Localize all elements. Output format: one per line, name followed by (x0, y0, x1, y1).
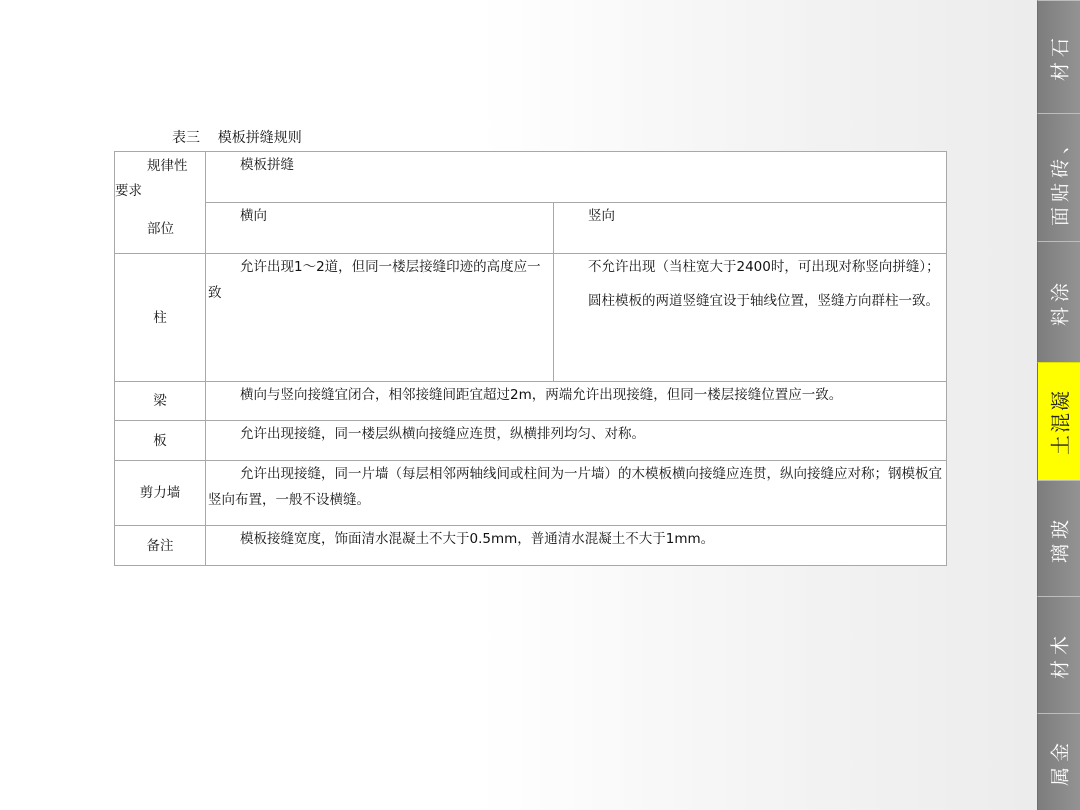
nav-tab-label: 璃玻 (1049, 514, 1072, 563)
row-part-label: 备注 (115, 526, 206, 566)
row-text: 模板接缝宽度，饰面清水混凝土不大于0.5mm，普通清水混凝土不大于1mm。 (240, 531, 715, 547)
nav-tab-stone[interactable] (1037, 0, 1080, 113)
nav-tab-label: 材木 (1049, 630, 1072, 680)
row-horizontal-cell (206, 254, 554, 382)
header-group-label: 模板拼缝 (240, 157, 294, 173)
row-horizontal-text: 允许出现1～2道，但同一楼层接缝印迹的高度应一致 (208, 259, 541, 301)
nav-tab-coating[interactable] (1037, 241, 1080, 362)
table-row (115, 254, 947, 382)
row-text: 允许出现接缝，同一楼层纵横向接缝应连贯，纵横排列均匀、对称。 (240, 426, 645, 442)
header-requirement-part-cell (115, 152, 206, 254)
row-text-cell (206, 382, 947, 421)
row-text-cell (206, 461, 947, 526)
nav-tab-concrete[interactable] (1037, 362, 1080, 480)
nav-tab-label: 材石 (1049, 32, 1072, 82)
header-requirement-label-cont: 要求 (115, 183, 142, 199)
row-text-cell (206, 421, 947, 461)
header-horizontal-cell (206, 203, 554, 254)
formwork-joint-rules-table (114, 151, 947, 566)
row-vertical-cell (554, 254, 947, 382)
header-vertical-label: 竖向 (588, 208, 615, 224)
nav-tab-label: 土混凝 (1048, 388, 1073, 455)
material-category-sidebar (1037, 0, 1080, 810)
nav-tab-facing-tile[interactable] (1037, 113, 1080, 241)
table-caption: 表三 模板拼缝规则 (172, 130, 302, 146)
row-part-label: 梁 (115, 382, 206, 421)
header-horizontal-label: 横向 (240, 208, 267, 224)
row-part-label: 板 (115, 421, 206, 461)
table-row (115, 382, 947, 421)
header-requirement-label: 规律性 (147, 158, 188, 174)
header-part-label: 部位 (147, 221, 174, 237)
nav-tab-wood[interactable] (1037, 596, 1080, 713)
row-text: 横向与竖向接缝宜闭合，相邻接缝间距宜超过2m，两端允许出现接缝，但同一楼层接缝位置应一致。 (240, 387, 843, 403)
row-text: 允许出现接缝，同一片墙（每层相邻两轴线间或柱间为一片墙）的木模板横向接缝应连贯，纵向接缝应对称；钢模板宜竖向布置，一般不设横缝。 (208, 466, 942, 508)
nav-tab-glass[interactable] (1037, 480, 1080, 596)
nav-tab-metal[interactable] (1037, 713, 1080, 810)
row-part-label: 柱 (115, 254, 206, 382)
nav-tab-label: 面贴砖、 (1049, 129, 1072, 226)
row-part-label: 剪力墙 (115, 461, 206, 526)
nav-tab-label: 料涂 (1049, 277, 1072, 327)
table-row (115, 526, 947, 566)
table-row (115, 421, 947, 461)
row-vertical-text-1: 不允许出现（当柱宽大于2400时，可出现对称竖向拼缝）； (588, 259, 940, 275)
row-vertical-text-2: 圆柱模板的两道竖缝宜设于轴线位置，竖缝方向群柱一致。 (588, 293, 939, 309)
nav-tab-label: 属金 (1049, 737, 1072, 787)
table-row (115, 461, 947, 526)
row-text-cell (206, 526, 947, 566)
header-group-cell (206, 152, 947, 203)
header-vertical-cell (554, 203, 947, 254)
